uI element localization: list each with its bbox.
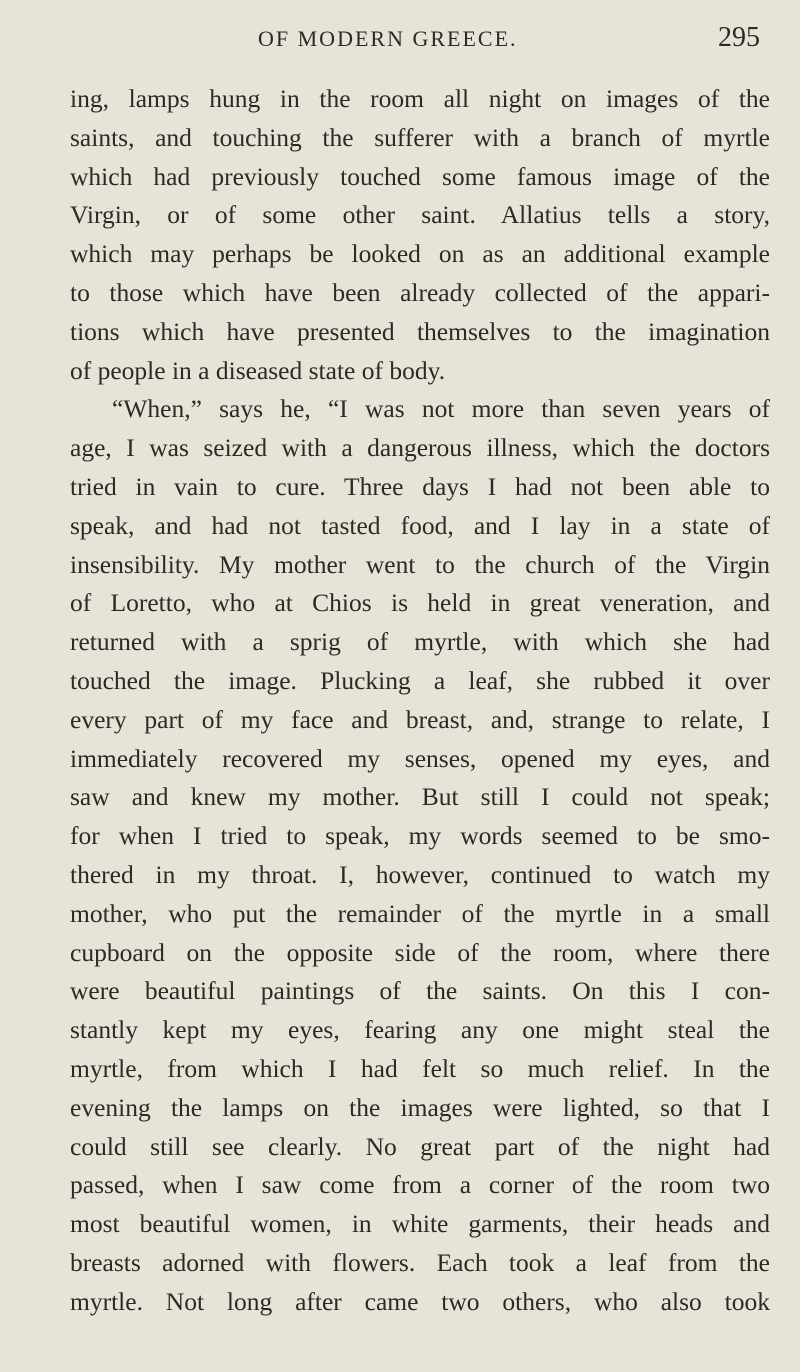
page-header — [0, 22, 800, 66]
text-line: insensibility. My mother went to the church of the Virgin — [70, 549, 770, 579]
text-line: saints, and touching the sufferer with a branch of myrtle — [70, 122, 770, 152]
text-line: “When,” says he, “I was not more than seven years of — [112, 394, 770, 424]
text-line: Virgin, or of some other saint. Allatius tells a story, — [70, 200, 770, 230]
text-line: stantly kept my eyes, fearing any one might steal the — [70, 1015, 770, 1045]
text-line: which may perhaps be looked on as an additional example — [70, 239, 770, 269]
page-number: 295 — [718, 22, 760, 53]
text-line: immediately recovered my senses, opened my eyes, and — [70, 743, 770, 773]
text-line: of Loretto, who at Chios is held in great veneration, and — [70, 588, 770, 618]
text-line: for when I tried to speak, my words seemed to be smo- — [70, 821, 770, 851]
text-line: myrtle, from which I had felt so much relief. In the — [70, 1053, 770, 1083]
text-line: returned with a sprig of myrtle, with which she had — [70, 627, 770, 657]
text-line: cupboard on the opposite side of the room, where there — [70, 937, 770, 967]
text-line: breasts adorned with flowers. Each took a leaf from the — [70, 1247, 770, 1277]
text-line: evening the lamps on the images were lighted, so that I — [70, 1092, 770, 1122]
text-line: passed, when I saw come from a corner of the room two — [70, 1170, 770, 1200]
text-line: age, I was seized with a dangerous illness, which the doctors — [70, 433, 770, 463]
text-line: speak, and had not tasted food, and I lay in a state of — [70, 510, 770, 540]
text-line: mother, who put the remainder of the myrtle in a small — [70, 898, 770, 928]
body-text — [70, 80, 770, 1322]
text-line: myrtle. Not long after came two others, who also took — [70, 1286, 770, 1316]
text-line: every part of my face and breast, and, strange to relate, I — [70, 704, 770, 734]
text-line: were beautiful paintings of the saints. On this I con- — [70, 976, 770, 1006]
text-line: ing, lamps hung in the room all night on images of the — [70, 84, 770, 113]
text-line: touched the image. Plucking a leaf, she rubbed it over — [70, 665, 770, 695]
text-line: could still see clearly. No great part of the night had — [70, 1131, 770, 1161]
text-line: tions which have presented themselves to the imagination — [70, 316, 770, 346]
text-line: tried in vain to cure. Three days I had not been able to — [70, 471, 770, 501]
text-line: thered in my throat. I, however, continued to watch my — [70, 859, 770, 889]
text-line: of people in a diseased state of body. — [70, 355, 446, 385]
text-line: most beautiful women, in white garments, their heads and — [70, 1209, 770, 1239]
text-line: which had previously touched some famous image of the — [70, 161, 770, 191]
text-line: saw and knew my mother. But still I could not speak; — [70, 782, 770, 812]
text-line: to those which have been already collected of the appari- — [70, 277, 770, 307]
running-title: OF MODERN GREECE. — [258, 26, 518, 51]
